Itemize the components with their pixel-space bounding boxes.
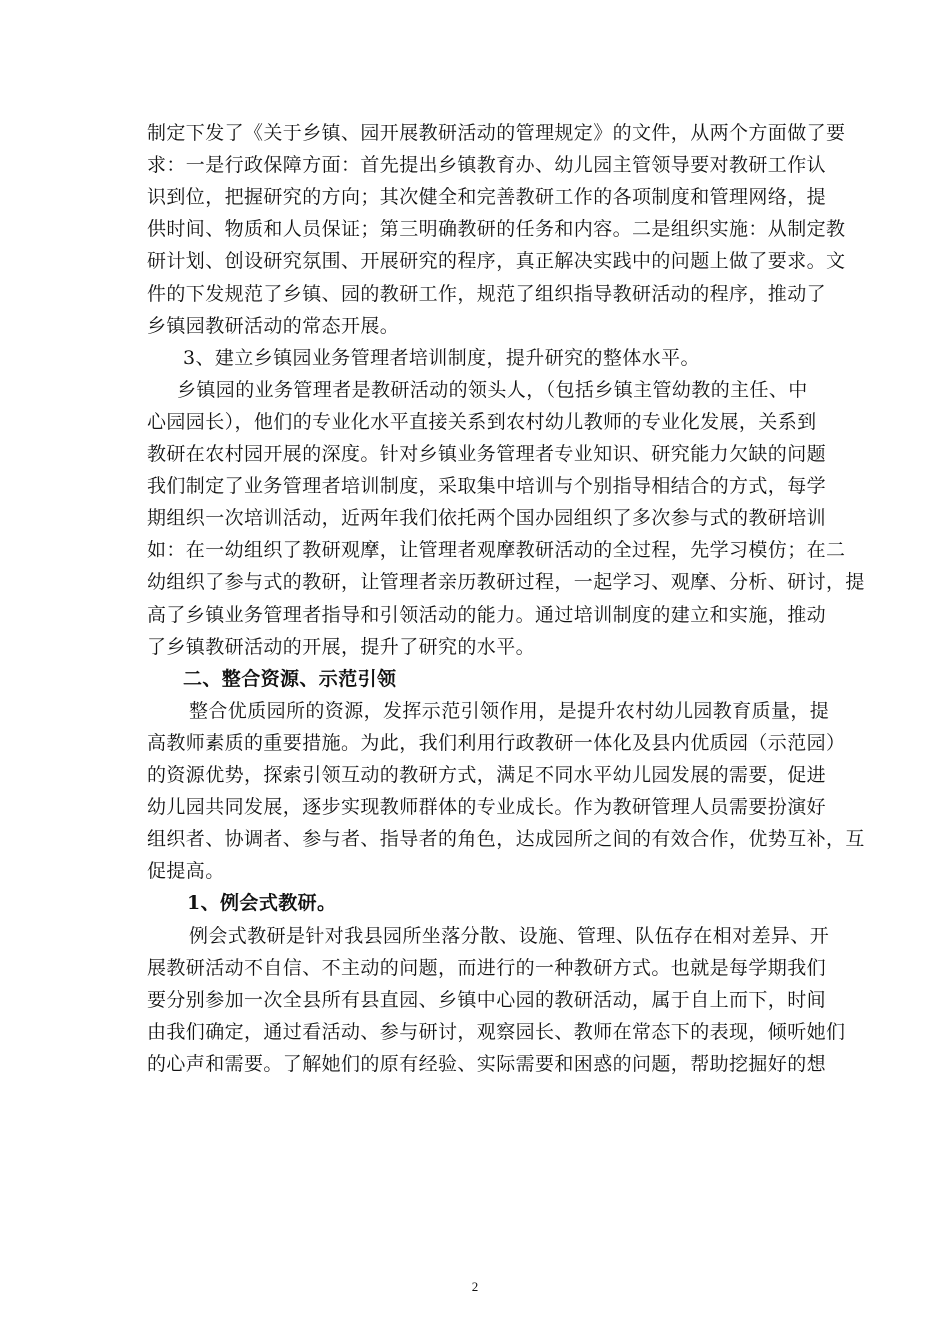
text-line: 由我们确定，通过看活动、参与研讨，观察园长、教师在常态下的表现，倾听她们 <box>147 1020 846 1043</box>
text-line: 我们制定了业务管理者培训制度，采取集中培训与个别指导相结合的方式，每学 <box>147 475 827 498</box>
text-line: 要分别参加一次全县所有县直园、乡镇中心园的教研活动，属于自上而下，时间 <box>147 988 827 1011</box>
page-number: 2 <box>471 1279 479 1294</box>
text-line: 了乡镇教研活动的开展，提升了研究的水平。 <box>147 635 536 658</box>
text-line: 制定下发了《关于乡镇、园开展教研活动的管理规定》的文件，从两个方面做了要 <box>147 122 846 144</box>
text-line: 例会式教研是针对我县园所坐落分散、设施、管理、队伍存在相对差异、开 <box>189 924 830 947</box>
section-heading: 二、整合资源、示范引领 <box>183 667 397 690</box>
text-line: 幼儿园共同发展，逐步实现教师群体的专业成长。作为教研管理人员需要扮演好 <box>147 796 827 819</box>
text-line: 期组织一次培训活动，近两年我们依托两个国办园组织了多次参与式的教研培训 <box>147 507 827 530</box>
text-line: 组织者、协调者、参与者、指导者的角色，达成园所之间的有效合作，优势互补，互 <box>147 828 865 851</box>
text-line: 供时间、物质和人员保证；第三明确教研的任务和内容。二是组织实施：从制定教 <box>147 218 846 241</box>
text-line: 促提高。 <box>147 860 225 883</box>
text-line: 3、建立乡镇园业务管理者培训制度，提升研究的整体水平。 <box>183 346 700 369</box>
text-line: 研计划、创设研究氛围、开展研究的程序，真正解决实践中的问题上做了要求。文 <box>147 250 846 273</box>
text-line: 幼组织了参与式的教研，让管理者亲历教研过程，一起学习、观摩、分析、研讨，提 <box>147 571 865 594</box>
text-line: 展教研活动不自信、不主动的问题，而进行的一种教研方式。也就是每学期我们 <box>147 956 827 979</box>
text-line: 如：在一幼组织了教研观摩，让管理者观摩教研活动的全过程，先学习模仿；在二 <box>147 539 846 562</box>
text-line: 高教师素质的重要措施。为此，我们利用行政教研一体化及县内优质园（示范园） <box>147 731 846 754</box>
text-line: 整合优质园所的资源，发挥示范引领作用，是提升农村幼儿园教育质量，提 <box>189 699 830 722</box>
text-line: 求：一是行政保障方面：首先提出乡镇教育办、幼儿园主管领导要对教研工作认 <box>147 154 827 177</box>
text-line: 识到位，把握研究的方向；其次健全和完善教研工作的各项制度和管理网络，提 <box>147 186 827 209</box>
text-line: 心园园长），他们的专业化水平直接关系到农村幼儿教师的专业化发展，关系到 <box>147 410 817 433</box>
text-line: 的资源优势，探索引领互动的教研方式，满足不同水平幼儿园发展的需要，促进 <box>147 764 827 786</box>
text-line: 高了乡镇业务管理者指导和引领活动的能力。通过培训制度的建立和实施，推动 <box>147 603 827 626</box>
text-line: 的心声和需要。了解她们的原有经验、实际需要和困惑的问题，帮助挖掘好的想 <box>147 1052 827 1075</box>
text-line: 件的下发规范了乡镇、园的教研工作，规范了组织指导教研活动的程序，推动了 <box>147 282 827 305</box>
text-line: 乡镇园教研活动的常态开展。 <box>147 314 400 337</box>
text-line: 乡镇园的业务管理者是教研活动的领头人，（包括乡镇主管幼教的主任、中 <box>177 378 808 401</box>
section-heading: 1、例会式教研。 <box>187 892 337 915</box>
text-line: 教研在农村园开展的深度。针对乡镇业务管理者专业知识、研究能力欠缺的问题 <box>147 443 827 465</box>
